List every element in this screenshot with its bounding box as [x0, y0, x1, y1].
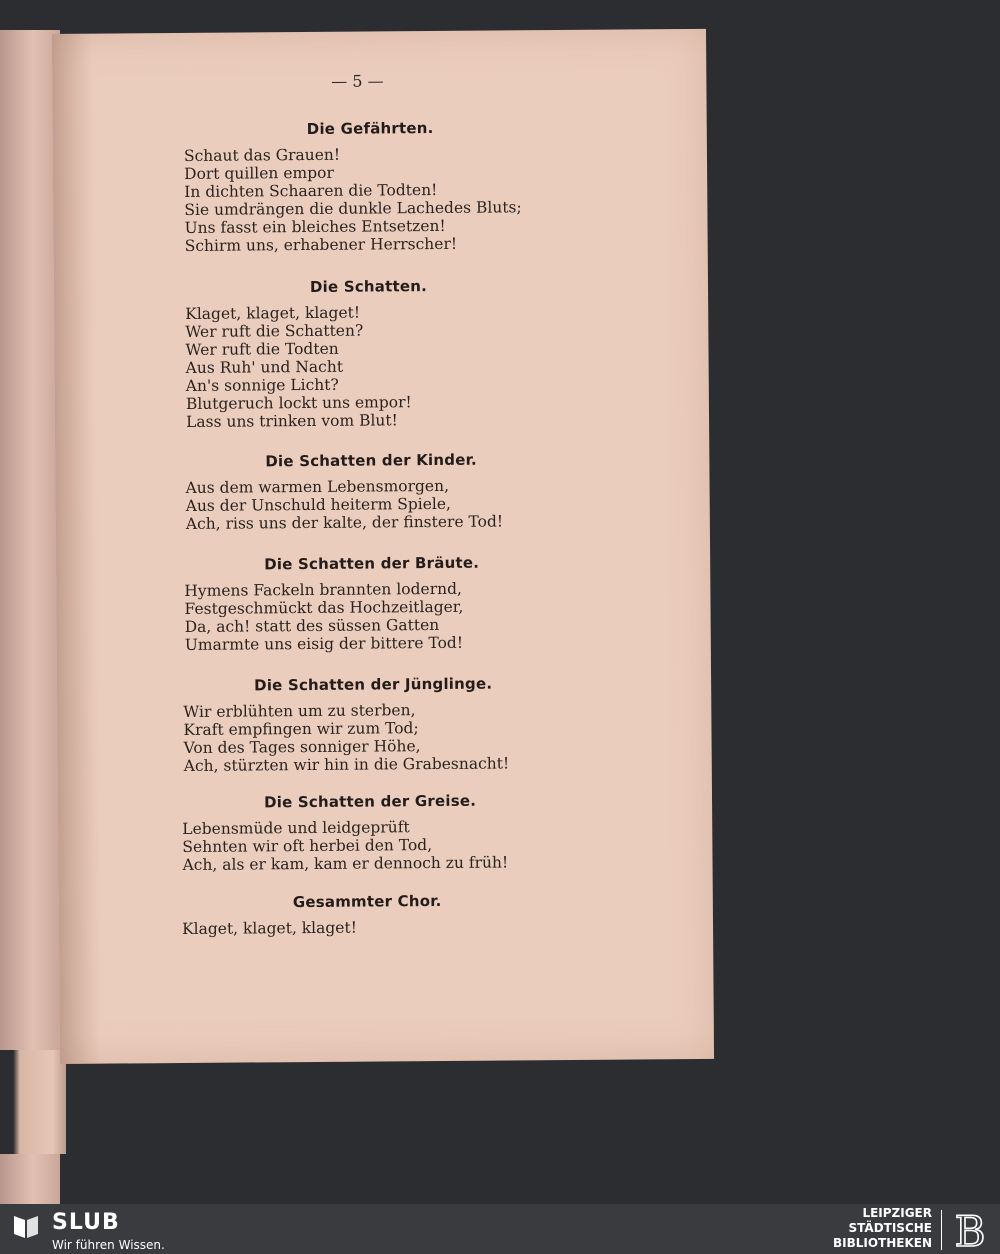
lsb-logo-letter: B: [954, 1208, 986, 1252]
verse-line: An's sonnige Licht?: [185, 375, 339, 395]
verse-line: Uns fasst ein bleiches Entsetzen!: [184, 216, 446, 237]
verse-line: Schaut das Grauen!: [183, 145, 341, 165]
verse-line: Aus Ruh' und Nacht: [185, 357, 344, 377]
lsb-brand-line: LEIPZIGER: [862, 1206, 932, 1220]
verse-line: Festgeschmückt das Hochzeitlager,: [184, 597, 464, 618]
verse-block: [184, 580, 463, 654]
verse-block: [185, 476, 503, 532]
verse-line: Ach, riss uns der kalte, der finstere Tod!: [185, 512, 504, 533]
verse-line: Kraft empfingen wir zum Tod;: [183, 719, 419, 739]
lsb-logo-icon[interactable]: [952, 1208, 988, 1252]
section-heading: Die Schatten der Greise.: [263, 791, 477, 812]
verse-block: [182, 919, 357, 938]
section-heading: Die Schatten der Bräute.: [264, 553, 480, 574]
viewer-footer: [0, 1204, 1000, 1254]
verse-line: Wer ruft die Schatten?: [185, 321, 364, 341]
verse-line: Klaget, klaget, klaget!: [185, 303, 361, 323]
footer-divider: [941, 1210, 942, 1250]
page-content: [52, 29, 706, 939]
verse-block: [185, 303, 412, 431]
verse-block: [184, 144, 522, 255]
verse-line: Klaget, klaget, klaget!: [181, 918, 357, 939]
slub-brand-name[interactable]: SLUB: [52, 1210, 120, 1235]
page-number: — 5 —: [331, 71, 384, 91]
lsb-brand-line: BIBLIOTHEKEN: [832, 1236, 932, 1250]
previous-page-edge: [0, 30, 60, 1204]
verse-line: Blutgeruch lockt uns empor!: [185, 393, 412, 413]
lsb-brand-line: STÄDTISCHE: [848, 1221, 932, 1235]
previous-page-strip: [0, 1050, 66, 1154]
section-heading: Die Schatten der Jünglinge.: [254, 674, 493, 695]
verse-line: Da, ach! statt des süssen Gatten: [184, 615, 440, 636]
verse-line: Aus der Unschuld heiterm Spiele,: [185, 494, 451, 515]
verse-line: Umarmte uns eisig der bittere Tod!: [184, 633, 464, 654]
verse-block: [183, 700, 509, 775]
book-page: [52, 29, 714, 1064]
verse-line: In dichten Schaaren die Todten!: [184, 180, 438, 201]
verse-line: Wer ruft die Todten: [185, 339, 339, 359]
slub-logo-icon[interactable]: [12, 1212, 40, 1240]
verse-line: Aus dem warmen Lebensmorgen,: [185, 476, 450, 497]
verse-line: Dort quillen empor: [184, 163, 334, 183]
verse-line: Sie umdrängen die dunkle Lachedes Bluts;: [184, 198, 522, 219]
verse-line: Schirm uns, erhabener Herrscher!: [184, 234, 458, 255]
slub-tagline: Wir führen Wissen.: [52, 1238, 165, 1252]
lsb-brand[interactable]: [833, 1206, 932, 1251]
verse-line: Lebensmüde und leidgeprüft: [182, 818, 410, 839]
verse-line: Lass uns trinken vom Blut!: [185, 411, 398, 431]
section-heading: Gesammter Chor.: [292, 891, 442, 912]
verse-line: Von des Tages sonniger Höhe,: [183, 737, 421, 757]
section-heading: Die Schatten.: [309, 277, 428, 296]
section-heading: Die Gefährten.: [306, 119, 434, 139]
verse-line: Wir erblühten um zu sterben,: [183, 701, 416, 721]
verse-line: Ach, als er kam, kam er dennoch zu früh!: [182, 853, 509, 875]
section-heading: Die Schatten der Kinder.: [265, 450, 477, 471]
verse-line: Hymens Fackeln brannten lodernd,: [184, 579, 462, 600]
verse-line: Sehnten wir oft herbei den Tod,: [182, 836, 433, 857]
verse-block: [182, 817, 508, 874]
verse-line: Ach, stürzten wir hin in die Grabesnacht!: [183, 754, 510, 775]
